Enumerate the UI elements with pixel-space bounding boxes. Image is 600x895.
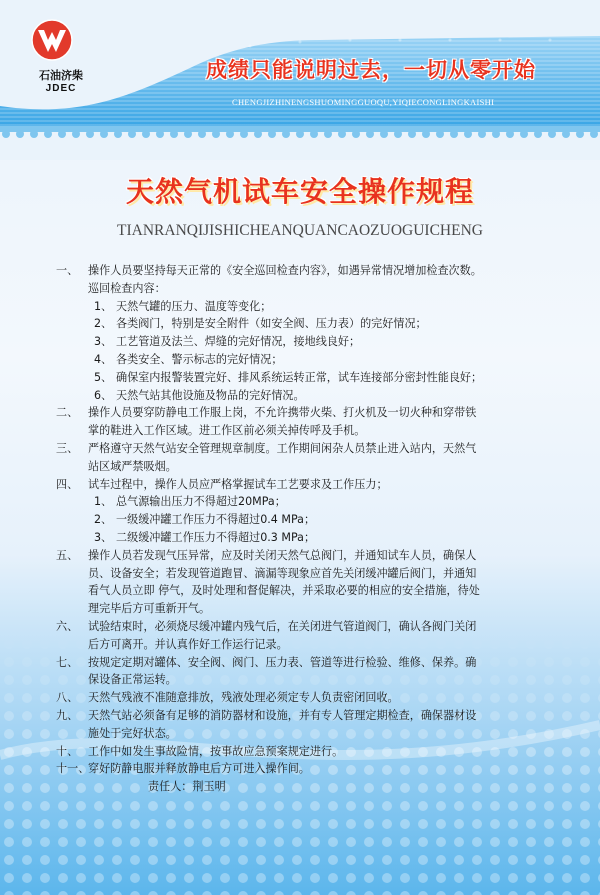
list-item	[56, 404, 556, 422]
item-text: 看气人员立即 停气，及时处理和督促解决，并采取必要的相应的安全措施，待处	[88, 584, 480, 598]
sub-list-item	[56, 351, 556, 369]
sub-item-text: 天然气罐的压力、温度等变化；	[116, 299, 272, 313]
list-item	[56, 707, 556, 725]
list-item	[56, 547, 556, 565]
sub-list-item	[56, 511, 556, 529]
item-text: 掌的鞋进入工作区域。进工作区前必须关掉传呼及手机。	[88, 424, 366, 438]
list-item	[56, 671, 556, 689]
item-text: 操作人员若发现气压异常，应及时关闭天然气总阀门，并通知试车人员，确保人	[88, 548, 477, 562]
sub-list-item	[56, 529, 556, 547]
slogan-pinyin: CHENGJIZHINENGSHUOMINGGUOQU,YIQIECONGLINGKAISHI	[232, 97, 495, 107]
sub-item-number: 3、	[94, 530, 113, 544]
list-item	[56, 689, 556, 707]
sub-list-item	[56, 298, 556, 316]
list-item	[56, 262, 556, 280]
item-number: 十一、	[56, 762, 90, 776]
item-number: 十、	[56, 744, 79, 758]
sub-item-text: 二级缓冲罐工作压力不得超过0.3 MPa；	[116, 530, 316, 544]
sub-item-text: 确保室内报警装置完好、排风系统运转正常，试车连接部分密封性能良好；	[116, 370, 483, 384]
item-text: 施处于完好状态。	[88, 726, 177, 740]
list-item	[56, 280, 556, 298]
page-title: 天然气机试车安全操作规程	[125, 175, 474, 208]
sub-list-item	[56, 387, 556, 405]
sub-item-number: 1、	[94, 495, 113, 509]
item-text: 天然气残液不准随意排放，残液处理必须定专人负责密闭回收。	[88, 691, 399, 705]
item-text: 站区域严禁吸烟。	[88, 459, 177, 473]
sub-list-item	[56, 333, 556, 351]
sub-item-number: 3、	[94, 335, 113, 349]
list-item	[56, 600, 556, 618]
item-text: 操作人员要穿防静电工作服上岗，不允许携带火柴、打火机及一切火种和穿带铁	[88, 406, 477, 420]
list-item	[56, 458, 556, 476]
list-item	[56, 422, 556, 440]
item-number: 八、	[56, 691, 79, 705]
sub-item-number: 1、	[94, 299, 113, 313]
item-text: 按规定定期对罐体、安全阀、阀门、压力表、管道等进行检验、维修、保养。确	[88, 655, 477, 669]
list-item	[56, 476, 556, 494]
logo-text-en: JDEC	[45, 83, 77, 94]
item-text: 巡回检查内容：	[88, 281, 166, 295]
item-text: 试车过程中，操作人员应严格掌握试车工艺要求及工作压力；	[88, 477, 388, 491]
list-item	[56, 743, 556, 761]
item-number: 三、	[56, 441, 79, 455]
item-text: 操作人员要坚持每天正常的《安全巡回检查内容》，如遇异常情况增加检查次数。	[88, 264, 482, 277]
list-item	[56, 440, 556, 458]
item-text: 严格遵守天然气站安全管理规章制度。工作期间闲杂人员禁止进入站内，天然气	[88, 441, 477, 455]
sub-item-text: 工艺管道及法兰、焊缝的完好情况，接地线良好；	[116, 335, 361, 349]
company-logo	[30, 18, 92, 94]
list-item	[56, 725, 556, 743]
sub-item-number: 4、	[94, 352, 113, 366]
item-number: 七、	[56, 655, 79, 669]
list-item	[56, 565, 556, 583]
item-number: 六、	[56, 619, 79, 633]
sub-item-text: 一级缓冲罐工作压力不得超过0.4 MPa；	[116, 513, 316, 527]
regulations-list	[56, 262, 556, 796]
item-text: 后方可离开。并认真作好工作运行记录。	[88, 637, 288, 651]
list-item	[56, 654, 556, 672]
item-number: 一、	[56, 264, 79, 277]
item-number: 二、	[56, 406, 79, 420]
list-item	[56, 618, 556, 636]
sub-item-number: 2、	[94, 317, 113, 331]
sub-item-text: 各类阀门，特别是安全附件（如安全阀、压力表）的完好情况；	[116, 317, 427, 331]
signer-line	[56, 778, 556, 796]
item-number: 九、	[56, 708, 79, 722]
sub-item-number: 2、	[94, 513, 113, 527]
sub-list-item	[56, 315, 556, 333]
sub-list-item	[56, 493, 556, 511]
sub-item-text: 天然气站其他设施及物品的完好情况。	[116, 388, 305, 402]
item-text: 理完毕后方可重新开气。	[88, 602, 211, 616]
list-item	[56, 636, 556, 654]
sub-item-text: 总气源输出压力不得超过20MPa；	[116, 495, 286, 509]
responsible-person: 责任人：荆玉明	[148, 780, 226, 794]
sub-item-number: 6、	[94, 388, 113, 402]
item-text: 工作中如发生事故险情，按事故应急预案规定进行。	[88, 744, 344, 758]
sub-item-text: 各类安全、警示标志的完好情况；	[116, 352, 283, 366]
sub-list-item	[56, 369, 556, 387]
item-number: 四、	[56, 477, 79, 491]
item-text: 保设备正常运转。	[88, 673, 177, 687]
item-text: 穿好防静电服并释放静电后方可进入操作间。	[88, 762, 310, 776]
jdec-logo-icon	[30, 18, 74, 62]
item-text: 员、设备安全；若发现管道跑冒、滴漏等现象应首先关闭缓冲罐后阀门，并通知	[88, 566, 477, 580]
list-item	[56, 582, 556, 600]
list-item	[56, 760, 556, 778]
title-pinyin: TIANRANQIJISHICHEANQUANCAOZUOGUICHENG	[117, 222, 483, 239]
sub-item-number: 5、	[94, 370, 113, 384]
item-text: 试验结束时，必须烧尽缓冲罐内残气后，在关闭进气管道阀门，确认各阀门关闭	[88, 619, 477, 633]
item-number: 五、	[56, 548, 79, 562]
item-text: 天然气站必须备有足够的消防器材和设施，并有专人管理定期检查，确保器材设	[88, 708, 477, 722]
slogan: 成绩只能说明过去，一切从零开始	[206, 58, 536, 82]
logo-text-cn: 石油济柴	[39, 69, 83, 82]
